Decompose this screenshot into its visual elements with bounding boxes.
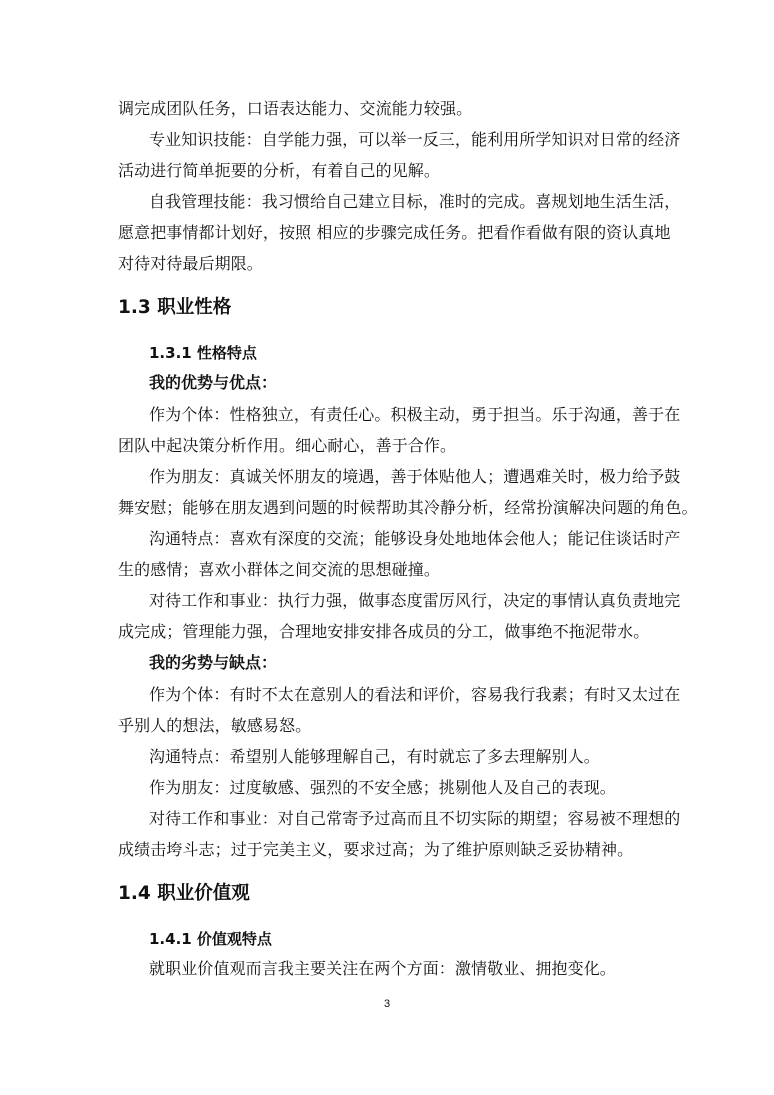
paragraph-line: 作为朋友：过度敏感、强烈的不安全感；挑剔他人及自己的表现。 (149, 778, 616, 797)
section-heading: 1.3 职业性格 (118, 297, 232, 318)
page-number: 3 (383, 998, 391, 1010)
paragraph-line: 沟通特点：希望别人能够理解自己，有时就忘了多去理解别人。 (149, 747, 600, 766)
section-heading: 1.4 职业价值观 (118, 883, 250, 904)
paragraph-line: 生的感情；喜欢小群体之间交流的思想碰撞。 (118, 560, 441, 579)
paragraph-line: 团队中起决策分析作用。细心耐心，善于合作。 (118, 436, 457, 455)
paragraph-line: 舞安慰；能够在朋友遇到问题的时候帮助其冷静分析，经常扮演解决问题的角色。 (118, 498, 698, 517)
paragraph-line: 沟通特点：喜欢有深度的交流；能够设身处地地体会他人；能记住谈话时产 (149, 529, 681, 548)
weaknesses-title: 我的劣势与缺点： (149, 653, 278, 672)
paragraph-line: 成完成；管理能力强，合理地安排安排各成员的分工，做事绝不拖泥带水。 (118, 622, 650, 641)
paragraph-line: 愿意把事情都计划好，按照 相应的步骤完成任务。把看作看做有限的资认真地 (118, 223, 671, 242)
paragraph-line: 成绩击垮斗志；过于完美主义，要求过高；为了维护原则缺乏妥协精神。 (118, 840, 634, 859)
paragraph-line: 自我管理技能：我习惯给自己建立目标，准时的完成。喜规划地生活生活， (149, 192, 681, 211)
subsection-heading: 1.4.1 价值观特点 (149, 930, 272, 948)
paragraph-line: 调完成团队任务，口语表达能力、交流能力较强。 (118, 99, 473, 118)
paragraph-line: 对待工作和事业：对自己常寄予过高而且不切实际的期望；容易被不理想的 (149, 809, 681, 828)
paragraph-line: 就职业价值观而言我主要关注在两个方面：激情敬业、拥抱变化。 (149, 959, 616, 978)
paragraph-line: 乎别人的想法，敏感易怒。 (118, 716, 312, 735)
paragraph-line: 专业知识技能：自学能力强，可以举一反三，能利用所学知识对日常的经济 (149, 130, 681, 149)
paragraph-line: 作为朋友：真诚关怀朋友的境遇，善于体贴他人；遭遇难关时，极力给予鼓 (149, 467, 681, 486)
paragraph-line: 对待工作和事业：执行力强，做事态度雷厉风行，决定的事情认真负责地完 (149, 591, 681, 610)
paragraph-line: 活动进行简单扼要的分析，有着自己的见解。 (118, 161, 441, 180)
paragraph-line: 对待对待最后期限。 (118, 254, 263, 273)
paragraph-line: 作为个体：性格独立，有责任心。积极主动，勇于担当。乐于沟通，善于在 (149, 405, 681, 424)
subsection-heading: 1.3.1 性格特点 (149, 344, 257, 362)
paragraph-line: 作为个体：有时不太在意别人的看法和评价，容易我行我素；有时又太过在 (149, 685, 681, 704)
strengths-title: 我的优势与优点： (149, 373, 278, 392)
